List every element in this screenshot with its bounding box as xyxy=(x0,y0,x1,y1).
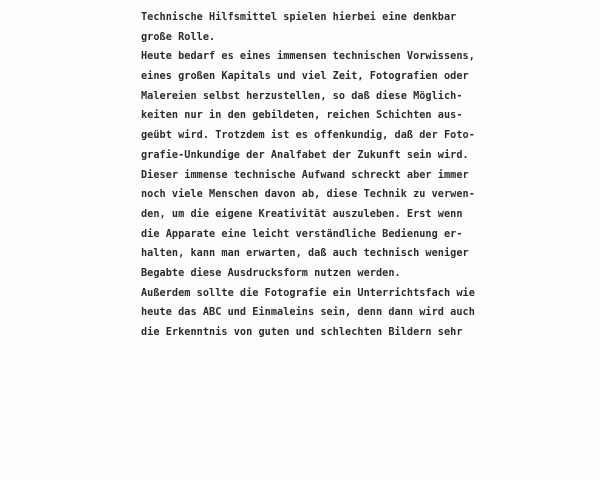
text-line: den, um die eigene Kreativität auszuleben. Erst wenn xyxy=(141,208,463,220)
typescript-text xyxy=(141,8,591,343)
text-line: halten, kann man erwarten, daß auch technisch weniger xyxy=(141,248,469,260)
text-line: Dieser immense technische Aufwand schreckt aber immer xyxy=(141,169,469,181)
text-line: Malereien selbst herzustellen, so daß diese Möglich- xyxy=(141,90,463,102)
text-line: heute das ABC und Einmaleins sein, denn dann wird auch xyxy=(141,307,475,319)
text-line: keiten nur in den gebildeten, reichen Schichten aus- xyxy=(141,110,463,122)
text-line: eines großen Kapitals und viel Zeit, Fotografien oder xyxy=(141,71,469,83)
text-line: die Apparate eine leicht verständliche Bedienung er- xyxy=(141,228,463,240)
text-line: geübt wird. Trotzdem ist es offenkundig, daß der Foto- xyxy=(141,130,475,142)
text-line: noch viele Menschen davon ab, diese Technik zu verwen- xyxy=(141,189,475,201)
text-line: Technische Hilfsmittel spielen hierbei eine denkbar xyxy=(141,12,457,23)
text-line: grafie-Unkundige der Analfabet der Zukunft sein wird. xyxy=(141,149,469,161)
text-line: Außerdem sollte die Fotografie ein Unterrichtsfach wie xyxy=(141,287,475,299)
text-line: große Rolle. xyxy=(141,31,216,43)
text-line: Begabte diese Ausdrucksform nutzen werden. xyxy=(141,267,401,279)
text-line: die Erkenntnis von guten und schlechten Bildern sehr xyxy=(141,327,463,338)
text-line: Heute bedarf es eines immensen technischen Vorwissens, xyxy=(141,51,475,63)
